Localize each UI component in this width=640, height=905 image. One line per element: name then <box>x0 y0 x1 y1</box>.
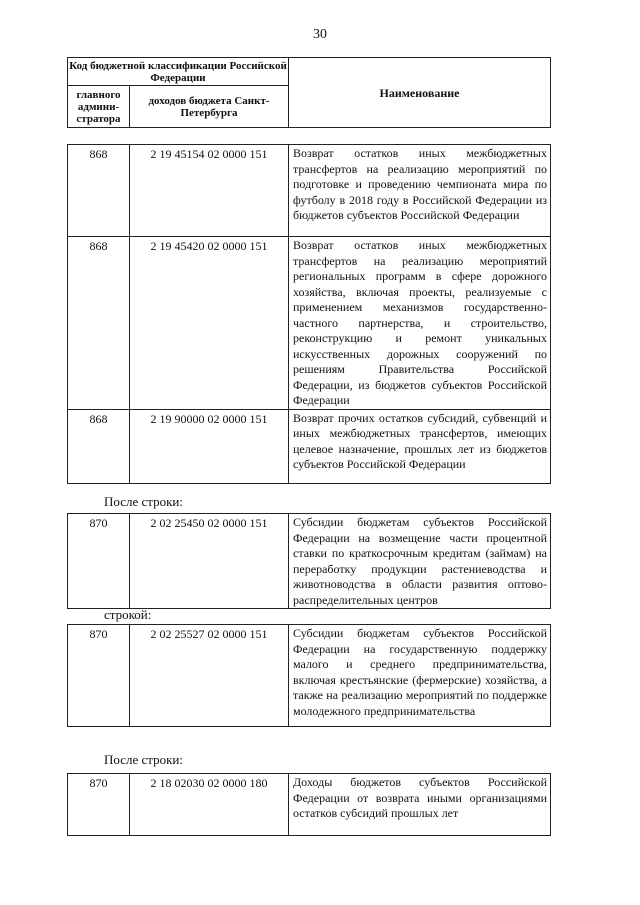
after-row-label: После строки: <box>104 752 183 767</box>
after-row-table <box>67 513 551 609</box>
name-cell: Доходы бюджетов субъектов Российской Федерации от возврата иными организациями остатков субсидий прошлых лет <box>289 774 551 836</box>
income-code-cell: 2 19 45154 02 0000 151 <box>130 145 289 237</box>
table-row <box>68 145 551 237</box>
name-cell: Субсидии бюджетам субъектов Российской Федерации на возмещение части процентной ставки по краткосрочным кредитам (займам) на переработку продукции растениеводства и животноводства в области развития оптово-распределительных центров <box>289 514 551 609</box>
replacement-row-table <box>67 624 551 727</box>
income-code-cell: 2 19 90000 02 0000 151 <box>130 409 289 483</box>
header-income-column: доходов бюджета Санкт-Петербурга <box>130 86 289 128</box>
table-row <box>68 514 551 609</box>
table-row <box>68 409 551 483</box>
admin-code-cell: 870 <box>68 625 130 727</box>
income-code-cell: 2 02 25450 02 0000 151 <box>130 514 289 609</box>
name-cell: Возврат прочих остатков субсидий, субвенций и иных межбюджетных трансфертов, имеющих целевое назначение, прошлых лет из бюджетов субъектов Российской Федерации <box>289 409 551 483</box>
table-row <box>68 237 551 410</box>
after-row-table <box>67 773 551 836</box>
admin-code-cell: 870 <box>68 514 130 609</box>
admin-code-cell: 868 <box>68 145 130 237</box>
admin-code-cell: 868 <box>68 409 130 483</box>
name-cell: Субсидии бюджетам субъектов Российской Федерации на государственную поддержку малого и среднего предпринимательства, включая крестьянские (фермерские) хозяйства, а также на реализацию мероприятий по поддержке молодежного предпринимательства <box>289 625 551 727</box>
admin-code-cell: 868 <box>68 237 130 410</box>
name-cell: Возврат остатков иных межбюджетных трансфертов на реализацию мероприятий региональных программ в сфере дорожного хозяйства, включая проекты, реализуемые с применением механизмов государственно-частного партнерства, и строительство, реконструкцию и ремонт уникальных искусственных дорожных сооружений по решениям Правительства Российской Федерации, из бюджетов субъектов Российской Федерации <box>289 237 551 410</box>
with-row-label: строкой: <box>104 607 152 622</box>
page-number: 30 <box>313 27 327 42</box>
classification-header-table <box>67 57 551 128</box>
header-group-title: Код бюджетной классификации Российской Федерации <box>69 59 287 84</box>
header-name-column: Наименование <box>289 58 551 128</box>
table-row <box>68 774 551 836</box>
main-rows-table <box>67 144 551 484</box>
header-admin-column: главного админи-стратора <box>68 86 130 128</box>
table-row <box>68 625 551 727</box>
income-code-cell: 2 02 25527 02 0000 151 <box>130 625 289 727</box>
income-code-cell: 2 18 02030 02 0000 180 <box>130 774 289 836</box>
admin-code-cell: 870 <box>68 774 130 836</box>
income-code-cell: 2 19 45420 02 0000 151 <box>130 237 289 410</box>
name-cell: Возврат остатков иных межбюджетных трансфертов на реализацию мероприятий по подготовке и проведению чемпионата мира по футболу в 2018 году в Российской Федерации из бюджетов субъектов Российской Федерации <box>289 145 551 237</box>
after-row-label: После строки: <box>104 494 183 509</box>
